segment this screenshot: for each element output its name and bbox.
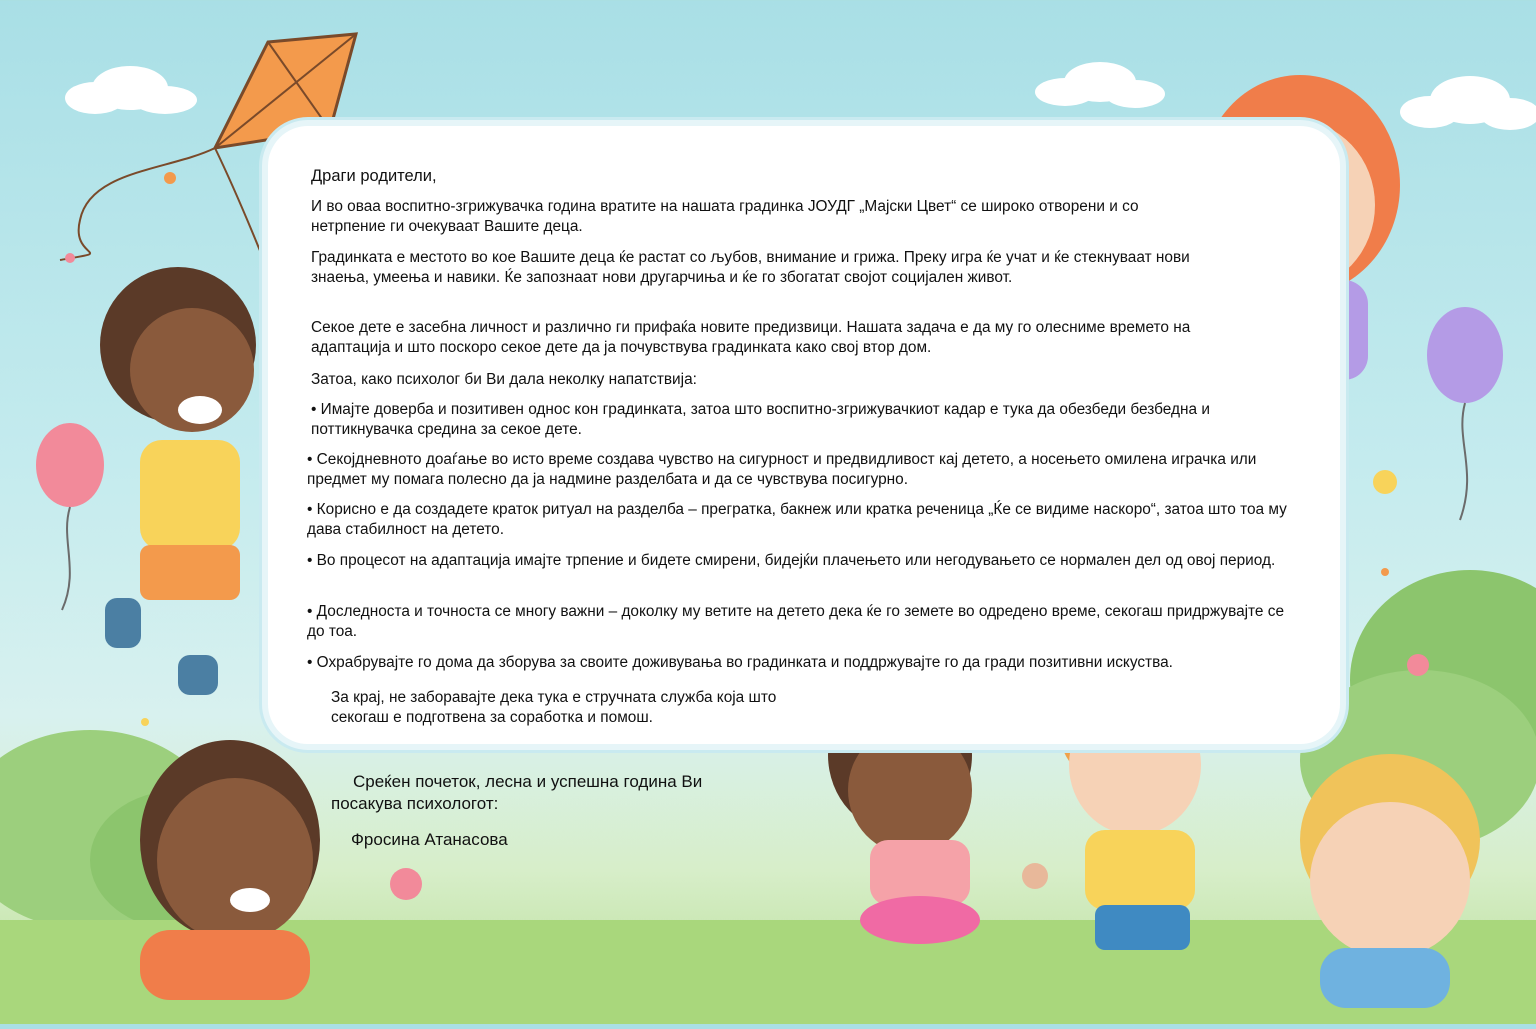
individual-paragraph: Секое дете е засебна личност и различно ги прифаќа новите предизвици. Нашата задача е да му го олесниме времето на адаптација и што поскоро секое дете да ја почувствува градинката како свој втор дом. [311,319,1191,356]
signature: Фросина Атанасова [351,830,508,849]
tip-item: • Секојдневното доаѓање во исто време создава чувство на сигурност и предвидливост кај детето, а носењето омилена играчка или предмет му помага полесно да ја надмине разделбата и да се чувствува посигурно. [307,451,1257,488]
tip-item: • Имајте доверба и позитивен однос кон градинката, затоа што воспитно-згрижувачкиот кадар е тука да обезбеди безбедна и поттикнувачка средина за секое дете. [311,401,1210,438]
tip-item: • Во процесот на адаптација имајте трпение и бидете смирени, бидејќи плачењето или негодувањето се нормален дел од овој период. [307,552,1276,569]
wish-text: Среќен почеток, лесна и успешна година Ви посакува психологот: [331,772,703,813]
intro-paragraph: И во оваа воспитно-згрижувачка година вратите на нашата градинка ЈОУДГ „Мајски Цвет“ се широко отворени и со нетрпение ги очекуваат Вашите деца. [311,198,1139,235]
tip-item: • Корисно е да создадете краток ритуал на разделба – прегратка, бакнеж или кратка реченица „Ќе се видиме наскоро“, затоа што тоа му дава стабилност на детето. [307,501,1287,538]
advice-intro: Затоа, како психолог би Ви дала неколку напатствија: [311,371,697,388]
kindergarten-paragraph: Градинката е местото во кое Вашите деца ќе растат со љубов, внимание и грижа. Преку игра ќе учат и ќе стекнуваат нови знаења, умеења и навики. Ќе запознаат нови другарчиња и ќе го збогатат својот социјален живот. [311,249,1190,286]
tip-item: • Охрабрувајте го дома да зборува за своите доживувања во градинката и поддржувајте го да гради позитивни искуства. [307,654,1173,671]
greeting: Драги родители, [311,167,437,185]
closing-paragraph: За крај, не заборавајте дека тука е стручната служба која што секогаш е подготвена за соработка и помош. [331,689,777,726]
tip-item: • Доследноста и точноста се многу важни – доколку му ветите на детето дека ќе го земете во одредено време, секогаш придржувајте се до тоа. [307,603,1285,640]
